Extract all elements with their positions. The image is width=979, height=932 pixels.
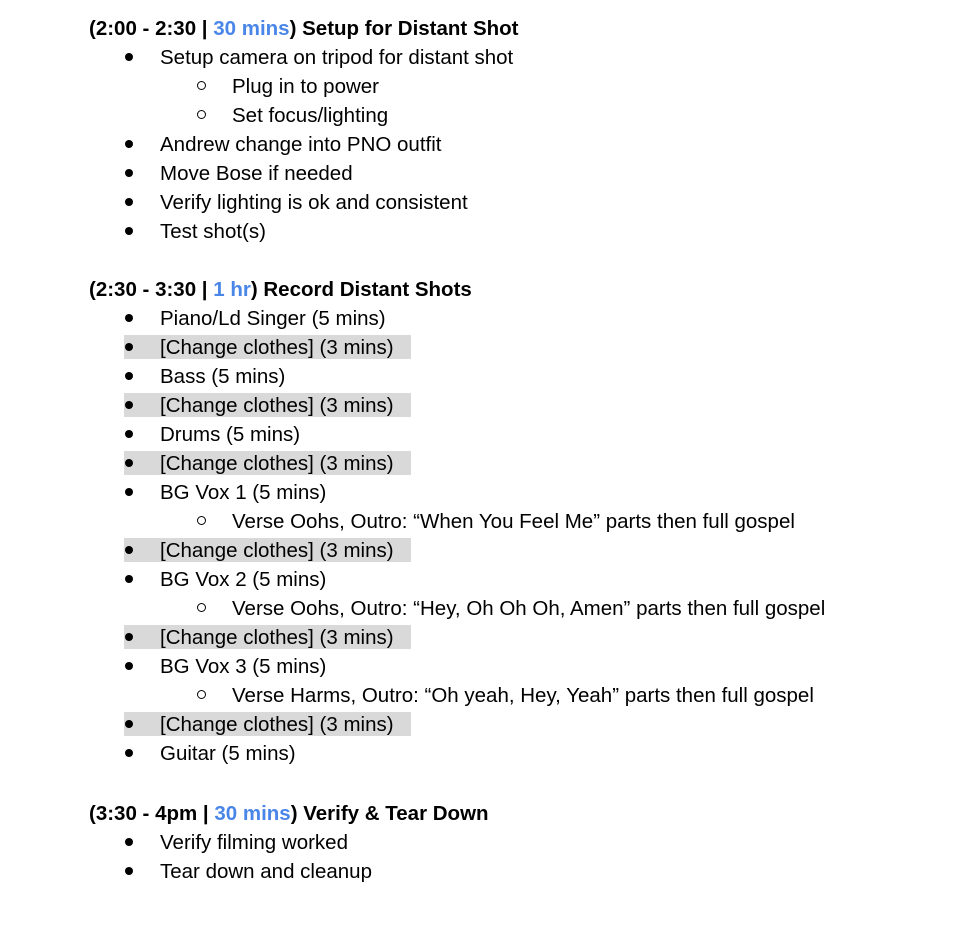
list-item-text: [Change clothes] (3 mins) bbox=[160, 713, 394, 736]
section-heading bbox=[89, 799, 489, 828]
heading-title: ) Setup for Distant Shot bbox=[289, 17, 519, 40]
bullet-icon bbox=[125, 420, 133, 449]
list-item-text: Test shot(s) bbox=[160, 220, 266, 243]
heading-title: ) Verify & Tear Down bbox=[290, 802, 489, 825]
bullet-icon bbox=[125, 333, 133, 362]
list-item-text: Verify filming worked bbox=[160, 831, 348, 854]
bullet-icon bbox=[125, 43, 133, 72]
hollow-bullet-icon bbox=[197, 101, 206, 130]
bullet-icon bbox=[125, 478, 133, 507]
list-item-text: Move Bose if needed bbox=[160, 162, 353, 185]
bullet-icon bbox=[125, 536, 133, 565]
list-item-text: [Change clothes] (3 mins) bbox=[160, 336, 394, 359]
bullet-icon bbox=[125, 857, 133, 886]
list-item-text: [Change clothes] (3 mins) bbox=[160, 539, 394, 562]
bullet-icon bbox=[125, 449, 133, 478]
heading-time-range: (2:30 - 3:30 | bbox=[89, 278, 214, 301]
list-item-text: BG Vox 2 (5 mins) bbox=[160, 568, 327, 591]
heading-duration: 30 mins bbox=[214, 802, 291, 825]
bullet-icon bbox=[125, 565, 133, 594]
bullet-icon bbox=[125, 159, 133, 188]
list-item-text: Drums (5 mins) bbox=[160, 423, 301, 446]
bullet-icon bbox=[125, 623, 133, 652]
list-item-text: [Change clothes] (3 mins) bbox=[160, 394, 394, 417]
bullet-icon bbox=[125, 828, 133, 857]
list-item-text: [Change clothes] (3 mins) bbox=[160, 626, 394, 649]
bullet-icon bbox=[125, 739, 133, 768]
list-item-text: Bass (5 mins) bbox=[160, 365, 286, 388]
bullet-icon bbox=[125, 362, 133, 391]
heading-time-range: (3:30 - 4pm | bbox=[89, 802, 215, 825]
list-item-text: Guitar (5 mins) bbox=[160, 742, 296, 765]
hollow-bullet-icon bbox=[197, 681, 206, 710]
bullet-icon bbox=[125, 304, 133, 333]
bullet-icon bbox=[125, 188, 133, 217]
list-item-text: Piano/Ld Singer (5 mins) bbox=[160, 307, 386, 330]
heading-title: ) Record Distant Shots bbox=[250, 278, 472, 301]
hollow-bullet-icon bbox=[197, 72, 206, 101]
hollow-bullet-icon bbox=[197, 507, 206, 536]
bullet-icon bbox=[125, 217, 133, 246]
list-item-text: Set focus/lighting bbox=[232, 104, 389, 127]
list-item-text: Verify lighting is ok and consistent bbox=[160, 191, 468, 214]
list-item-text: Tear down and cleanup bbox=[160, 860, 372, 883]
section-heading bbox=[89, 14, 519, 43]
heading-duration: 30 mins bbox=[213, 17, 290, 40]
list-item-text: [Change clothes] (3 mins) bbox=[160, 452, 394, 475]
list-item-text: Verse Harms, Outro: “Oh yeah, Hey, Yeah” parts then full gospel bbox=[232, 684, 814, 707]
bullet-icon bbox=[125, 391, 133, 420]
heading-time-range: (2:00 - 2:30 | bbox=[89, 17, 214, 40]
list-item-text: Verse Oohs, Outro: “When You Feel Me” parts then full gospel bbox=[232, 510, 795, 533]
list-item-text: BG Vox 1 (5 mins) bbox=[160, 481, 327, 504]
list-item-text: Verse Oohs, Outro: “Hey, Oh Oh Oh, Amen” parts then full gospel bbox=[232, 597, 826, 620]
list-item-text: BG Vox 3 (5 mins) bbox=[160, 655, 327, 678]
section-heading bbox=[89, 275, 472, 304]
bullet-icon bbox=[125, 130, 133, 159]
hollow-bullet-icon bbox=[197, 594, 206, 623]
list-item-text: Andrew change into PNO outfit bbox=[160, 133, 442, 156]
heading-duration: 1 hr bbox=[213, 278, 251, 301]
bullet-icon bbox=[125, 652, 133, 681]
list-item-text: Setup camera on tripod for distant shot bbox=[160, 46, 514, 69]
list-item-text: Plug in to power bbox=[232, 75, 380, 98]
bullet-icon bbox=[125, 710, 133, 739]
